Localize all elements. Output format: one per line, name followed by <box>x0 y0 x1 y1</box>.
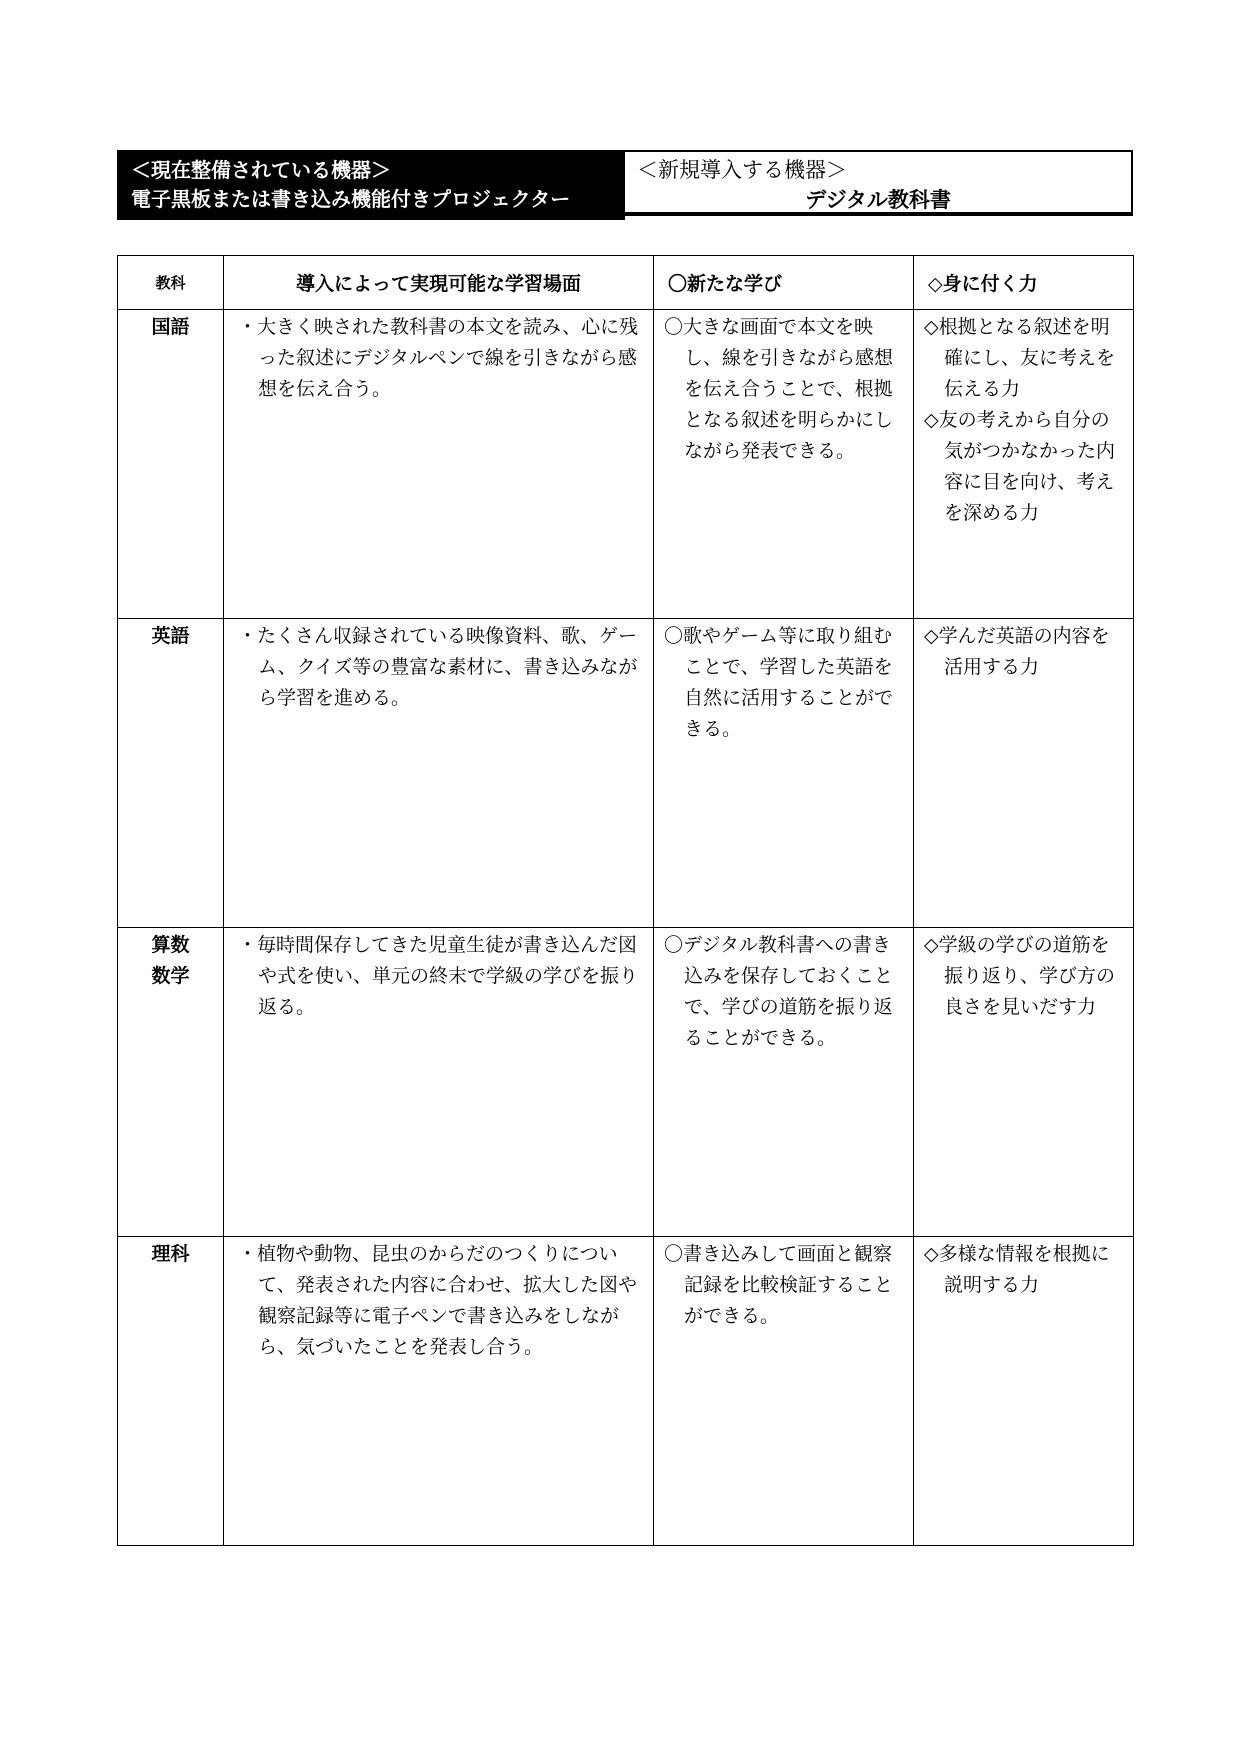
new-device-name: デジタル教科書 <box>805 188 951 212</box>
power-text: ◇多様な情報を根拠に説明する力 <box>924 1243 1110 1296</box>
power-text: ◇学んだ英語の内容を活用する力 <box>924 625 1110 678</box>
power-text: ◇学級の学びの道筋を振り返り、学び方の良さを見いだす力 <box>924 934 1116 1018</box>
learning-cell <box>654 310 914 619</box>
header-power: ◇身に付く力 <box>914 256 1134 310</box>
subject-name: 算数 <box>151 934 190 956</box>
learning-cell <box>654 928 914 1237</box>
learning-text: 〇書き込みして画面と観察記録を比較検証することができる。 <box>664 1243 894 1327</box>
table-row <box>118 928 1134 1237</box>
power-cell <box>914 310 1134 619</box>
scene-cell <box>224 928 654 1237</box>
power-text: ◇友の考えから自分の気がつかなかった内容に目を向け、考えを深める力 <box>924 409 1116 524</box>
learning-text: 〇デジタル教科書への書き込みを保存しておくことで、学びの道筋を振り返ることができる。 <box>664 934 894 1049</box>
subject-cell <box>118 619 224 928</box>
learning-cell <box>654 619 914 928</box>
scene-text: ・植物や動物、昆虫のからだのつくりについて、発表された内容に合わせ、拡大した図や観察記録等に電子ペンで書き込みをしながら、気づいたことを発表し合う。 <box>238 1243 638 1358</box>
table-row <box>118 1237 1134 1546</box>
header-scene: 導入によって実現可能な学習場面 <box>224 256 654 310</box>
scene-cell <box>224 619 654 928</box>
subject-cell <box>118 928 224 1237</box>
power-cell <box>914 619 1134 928</box>
new-device-header <box>625 150 1133 216</box>
header-subject: 教科 <box>118 256 224 310</box>
header-learning: 〇新たな学び <box>654 256 914 310</box>
subject-name: 数学 <box>151 965 190 987</box>
scene-text: ・大きく映された教科書の本文を読み、心に残った叙述にデジタルペンで線を引きながら感想を伝え合う。 <box>238 316 639 400</box>
scene-text: ・たくさん収録されている映像資料、歌、ゲーム、クイズ等の豊富な素材に、書き込みながら学習を進める。 <box>238 625 638 709</box>
subject-name: 国語 <box>151 316 190 338</box>
power-cell <box>914 928 1134 1237</box>
new-device-label: ＜新規導入する機器＞ <box>637 158 847 182</box>
learning-text: 〇歌やゲーム等に取り組むことで、学習した英語を自然に活用することができる。 <box>664 625 894 740</box>
subject-cell <box>118 1237 224 1546</box>
current-device-name: 電子黒板または書き込み機能付きプロジェクター <box>131 187 571 211</box>
subject-name: 理科 <box>151 1243 190 1265</box>
learning-table <box>117 255 1133 1546</box>
table-row <box>118 619 1134 928</box>
learning-text: 〇大きな画面で本文を映し、線を引きながら感想を伝え合うことで、根拠となる叙述を明らかにしながら発表できる。 <box>664 316 894 462</box>
subject-name: 英語 <box>151 625 190 647</box>
scene-cell <box>224 310 654 619</box>
learning-cell <box>654 1237 914 1546</box>
current-device-label: ＜現在整備されている機器＞ <box>131 158 391 182</box>
power-cell <box>914 1237 1134 1546</box>
current-device-header <box>117 150 625 216</box>
header-underline <box>117 216 625 220</box>
scene-cell <box>224 1237 654 1546</box>
power-text: ◇根拠となる叙述を明確にし、友に考えを伝える力 <box>924 316 1116 400</box>
subject-cell <box>118 310 224 619</box>
table-row <box>118 310 1134 619</box>
scene-text: ・毎時間保存してきた児童生徒が書き込んだ図や式を使い、単元の終末で学級の学びを振り返る。 <box>238 934 639 1018</box>
table-header-row <box>118 256 1134 310</box>
